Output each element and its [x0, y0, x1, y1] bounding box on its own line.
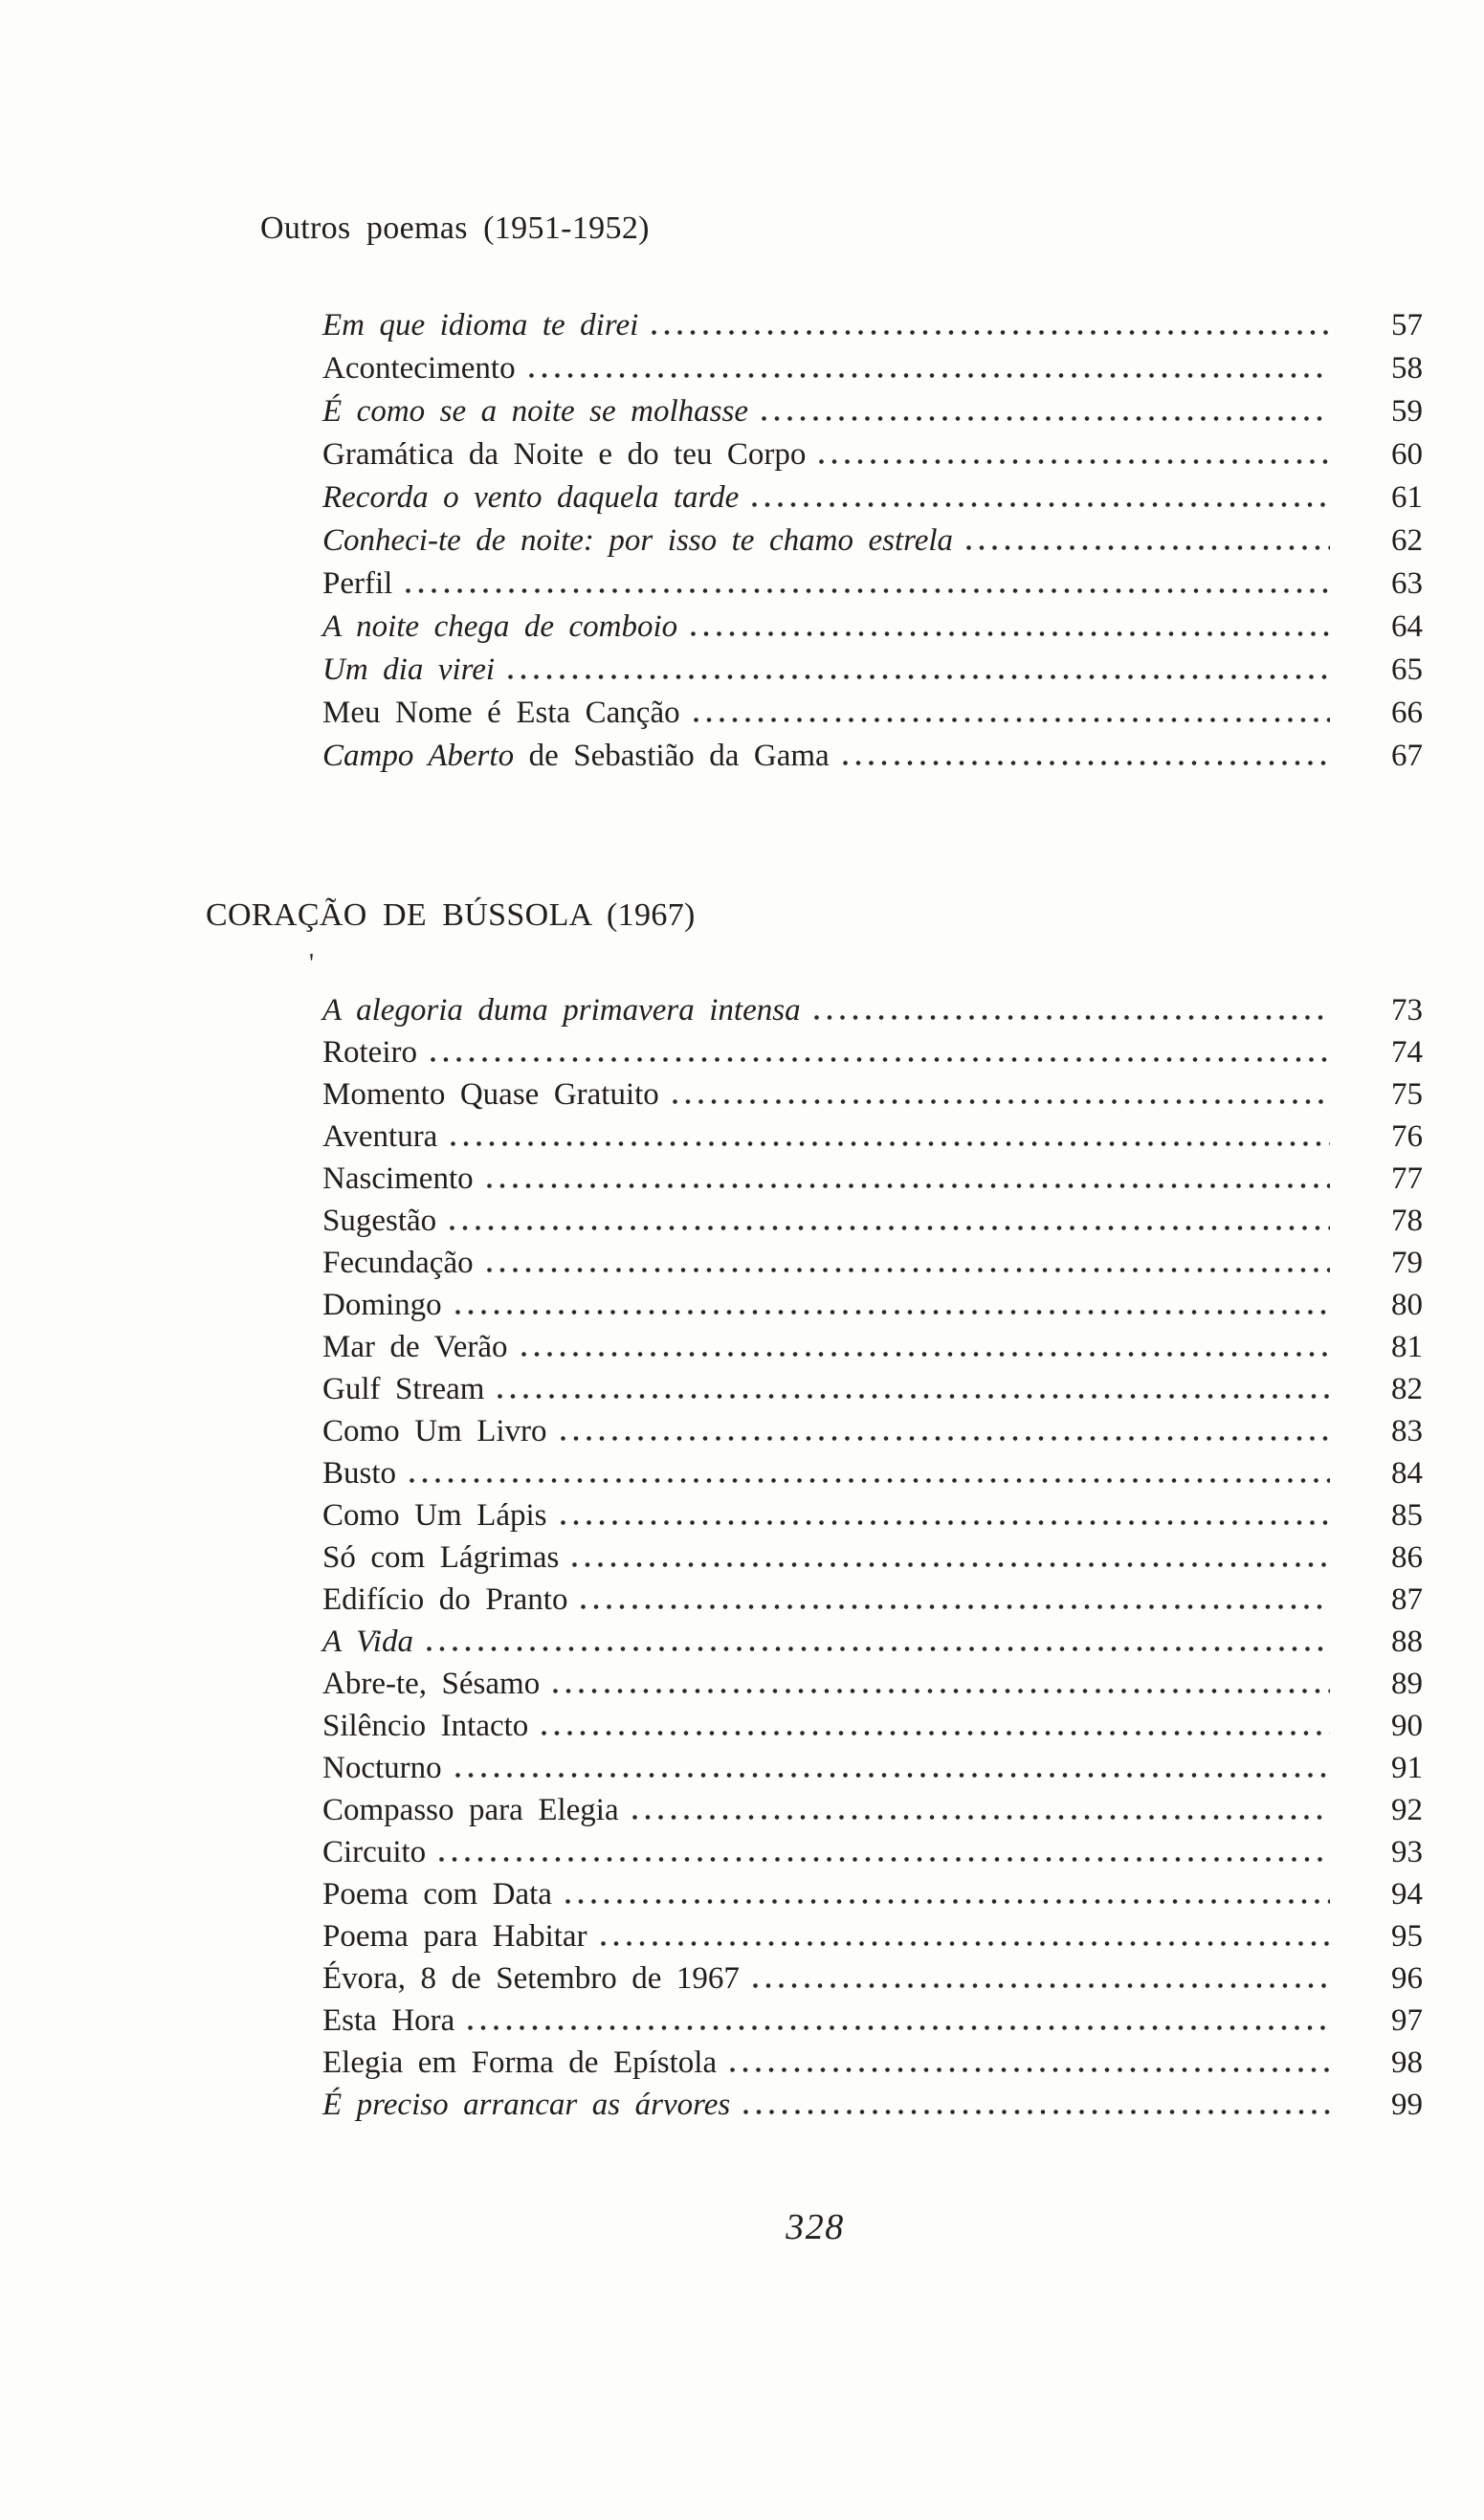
toc-entry-title: A alegoria duma primavera intensa — [322, 993, 801, 1028]
dot-leader — [487, 1183, 1330, 1188]
toc-entry-page-number: 88 — [1391, 1625, 1423, 1659]
toc-entry-page-number: 59 — [1391, 394, 1423, 429]
toc-entry-title: Um dia virei — [322, 652, 496, 687]
toc-entry-page-number: 73 — [1391, 993, 1423, 1028]
dot-leader — [410, 1478, 1330, 1483]
dot-leader — [455, 1310, 1330, 1315]
dot-leader — [601, 1941, 1330, 1946]
toc-entry — [322, 1031, 1423, 1073]
toc-entry-title: É preciso arrancar as árvores — [322, 2088, 731, 2122]
toc-entry-page-number: 97 — [1391, 2003, 1423, 2038]
toc-entry-page-number: 66 — [1391, 696, 1423, 730]
toc-entry — [322, 1494, 1423, 1536]
toc-entry — [322, 989, 1423, 1031]
toc-entry — [322, 1452, 1423, 1494]
toc-entry — [322, 692, 1423, 735]
dot-leader — [561, 1520, 1330, 1525]
toc-entry-title: Silêncio Intacto — [322, 1709, 529, 1743]
toc-entry-title: Em que idioma te direi — [322, 308, 639, 343]
toc-entry-title: Só com Lágrimas — [322, 1540, 560, 1575]
dot-leader — [632, 1815, 1330, 1820]
toc-entry — [322, 433, 1423, 476]
toc-entry-title: Roteiro — [322, 1035, 417, 1070]
toc-entry-title: Nascimento — [322, 1161, 474, 1196]
toc-entry-page-number: 62 — [1391, 523, 1423, 558]
toc-entry-page-number: 65 — [1391, 652, 1423, 687]
dot-leader — [753, 1983, 1330, 1988]
section-heading-coracao-de-bussola: CORAÇÃO DE BÚSSOLA (1967) — [206, 897, 696, 933]
toc-entry-title: Edifício do Pranto — [322, 1582, 568, 1617]
toc-entry-page-number: 80 — [1391, 1288, 1423, 1322]
toc-entry-title: Momento Quase Gratuito — [322, 1077, 659, 1112]
dot-leader — [743, 2110, 1330, 2114]
stray-mark: ' — [309, 949, 315, 979]
toc-entry-title: Poema com Data — [322, 1877, 552, 1912]
toc-entry — [322, 1410, 1423, 1452]
dot-leader — [455, 1773, 1330, 1778]
toc-entry-title: Nocturno — [322, 1751, 442, 1785]
dot-leader — [561, 1436, 1330, 1441]
toc-entry-page-number: 76 — [1391, 1119, 1423, 1154]
toc-entry-page-number: 63 — [1391, 566, 1423, 601]
dot-leader — [581, 1604, 1330, 1609]
toc-entry-title: Meu Nome é Esta Canção — [322, 696, 680, 730]
toc-entry-title: Recorda o vento daquela tarde — [322, 480, 740, 515]
toc-entry-page-number: 61 — [1391, 480, 1423, 515]
toc-entry-page-number: 83 — [1391, 1414, 1423, 1448]
toc-entry — [322, 1831, 1423, 1873]
dot-leader — [521, 1352, 1330, 1357]
toc-entry — [322, 1789, 1423, 1831]
toc-entry-title: Poema para Habitar — [322, 1919, 587, 1954]
toc-entry — [322, 1326, 1423, 1368]
toc-entry — [322, 1368, 1423, 1410]
toc-entry-title: Perfil — [322, 566, 393, 601]
toc-entry — [322, 1158, 1423, 1200]
toc-entry-page-number: 78 — [1391, 1204, 1423, 1238]
toc-entry-page-number: 82 — [1391, 1372, 1423, 1406]
toc-entry — [322, 2042, 1423, 2084]
dot-leader — [498, 1394, 1330, 1399]
toc-entry-page-number: 89 — [1391, 1667, 1423, 1701]
toc-entry-title: Como Um Livro — [322, 1414, 547, 1448]
toc-entry-title: A Vida — [322, 1625, 413, 1659]
dot-leader — [468, 2025, 1330, 2030]
toc-entry-title: Elegia em Forma de Epístola — [322, 2045, 718, 2080]
dot-leader — [565, 1899, 1330, 1904]
toc-entry-title: Gulf Stream — [322, 1372, 485, 1406]
toc-entry — [322, 1579, 1423, 1621]
toc-entry — [322, 1284, 1423, 1326]
toc-entry-page-number: 87 — [1391, 1582, 1423, 1617]
toc-entry-page-number: 67 — [1391, 739, 1423, 773]
toc-entry-page-number: 75 — [1391, 1077, 1423, 1112]
dot-leader — [762, 416, 1330, 421]
toc-entry-page-number: 86 — [1391, 1540, 1423, 1575]
dot-leader — [673, 1099, 1330, 1104]
dot-leader — [406, 588, 1330, 593]
dot-leader — [431, 1057, 1330, 1062]
toc-entry-title: Gramática da Noite e do teu Corpo — [322, 437, 807, 472]
toc-entry-page-number: 90 — [1391, 1709, 1423, 1743]
toc-entry-page-number: 84 — [1391, 1456, 1423, 1491]
toc-entry-title: Acontecimento — [322, 351, 516, 386]
toc-entry — [322, 1705, 1423, 1747]
toc-entry — [322, 649, 1423, 692]
toc-entry-page-number: 79 — [1391, 1246, 1423, 1280]
toc-entry — [322, 2084, 1423, 2126]
toc-entry-title: Évora, 8 de Setembro de 1967 — [322, 1961, 740, 1996]
dot-leader — [542, 1731, 1330, 1735]
toc-entry-title: A noite chega de comboio — [322, 609, 678, 644]
toc-entry-page-number: 98 — [1391, 2045, 1423, 2080]
toc-entry — [322, 2000, 1423, 2042]
toc-entry-title: Compasso para Elegia — [322, 1793, 619, 1827]
toc-entry — [322, 563, 1423, 606]
dot-leader — [752, 502, 1330, 507]
toc-entry-page-number: 99 — [1391, 2088, 1423, 2122]
dot-leader — [427, 1647, 1330, 1651]
dot-leader — [814, 1015, 1330, 1020]
dot-leader — [966, 545, 1330, 550]
toc-entry-title: Aventura — [322, 1119, 438, 1154]
toc-entry-page-number: 96 — [1391, 1961, 1423, 1996]
toc-entry-title: Domingo — [322, 1288, 442, 1322]
toc-entry — [322, 1073, 1423, 1116]
dot-leader — [691, 631, 1330, 636]
folio-page-number: 328 — [786, 2207, 845, 2247]
toc-entry-title: Mar de Verão — [322, 1330, 508, 1364]
toc-entry — [322, 1116, 1423, 1158]
dot-leader — [843, 761, 1330, 765]
toc-entry-title: Esta Hora — [322, 2003, 455, 2038]
toc-entry — [322, 390, 1423, 433]
toc-entry-page-number: 91 — [1391, 1751, 1423, 1785]
dot-leader — [508, 674, 1330, 679]
dot-leader — [730, 2067, 1330, 2072]
toc-entry-title: Busto — [322, 1456, 397, 1491]
toc-entry — [322, 1873, 1423, 1915]
dot-leader — [487, 1268, 1330, 1272]
toc-entry-title: Sugestão — [322, 1204, 437, 1238]
toc-entry — [322, 1536, 1423, 1579]
toc-entry — [322, 347, 1423, 390]
toc-entry — [322, 1915, 1423, 1957]
dot-leader — [572, 1562, 1330, 1567]
dot-leader — [694, 718, 1330, 722]
toc-entry — [322, 1663, 1423, 1705]
toc-entry-page-number: 81 — [1391, 1330, 1423, 1364]
dot-leader — [439, 1857, 1330, 1862]
toc-entry — [322, 476, 1423, 519]
toc-list-coracao-de-bussola — [322, 989, 1423, 2126]
dot-leader — [819, 459, 1330, 464]
toc-entry-page-number: 57 — [1391, 308, 1423, 343]
toc-entry-page-number: 77 — [1391, 1161, 1423, 1196]
toc-entry-title: Como Um Lápis — [322, 1498, 547, 1533]
toc-entry-title: Campo Aberto de Sebastião da Gama — [322, 739, 830, 773]
toc-entry-page-number: 95 — [1391, 1919, 1423, 1954]
toc-entry — [322, 1200, 1423, 1242]
toc-entry-page-number: 74 — [1391, 1035, 1423, 1070]
toc-entry-title: Conheci-te de noite: por isso te chamo estrela — [322, 523, 954, 558]
toc-entry-title: Circuito — [322, 1835, 427, 1869]
toc-entry-page-number: 85 — [1391, 1498, 1423, 1533]
section-heading-outros-poemas: Outros poemas (1951-1952) — [260, 210, 650, 246]
toc-entry-page-number: 60 — [1391, 437, 1423, 472]
toc-entry-title: É como se a noite se molhasse — [322, 394, 748, 429]
dot-leader — [553, 1689, 1330, 1693]
dot-leader — [529, 373, 1330, 378]
dot-leader — [450, 1226, 1330, 1230]
dot-leader — [451, 1141, 1330, 1146]
toc-entry — [322, 1242, 1423, 1284]
toc-entry-title: Abre-te, Sésamo — [322, 1667, 541, 1701]
toc-entry — [322, 606, 1423, 649]
toc-entry-page-number: 93 — [1391, 1835, 1423, 1869]
toc-entry — [322, 1747, 1423, 1789]
toc-entry-title: Fecundação — [322, 1246, 474, 1280]
toc-entry — [322, 1957, 1423, 2000]
toc-entry-page-number: 58 — [1391, 351, 1423, 386]
toc-list-outros-poemas — [322, 304, 1423, 778]
dot-leader — [652, 330, 1330, 335]
toc-entry — [322, 1621, 1423, 1663]
toc-entry — [322, 735, 1423, 778]
toc-entry-page-number: 64 — [1391, 609, 1423, 644]
toc-entry — [322, 304, 1423, 347]
toc-entry-page-number: 94 — [1391, 1877, 1423, 1912]
toc-entry — [322, 519, 1423, 563]
toc-entry-page-number: 92 — [1391, 1793, 1423, 1827]
